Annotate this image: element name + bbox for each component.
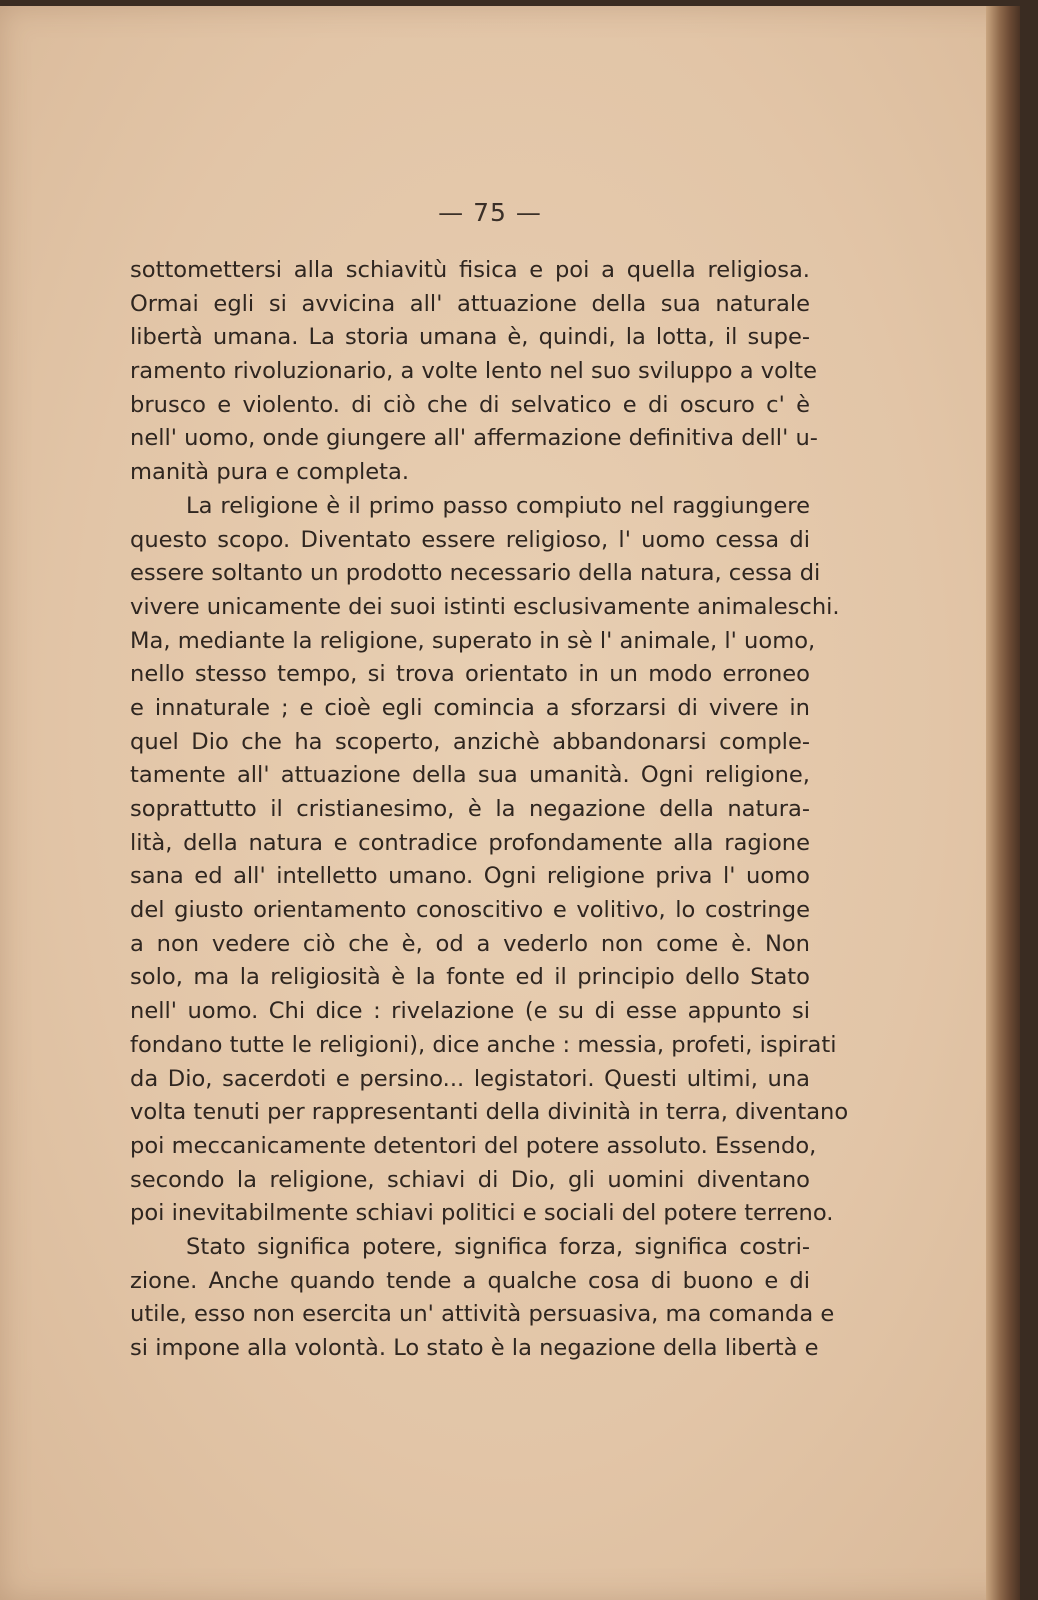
text-line: del giusto orientamento conoscitivo e volitivo, lo costringe [130,897,810,924]
text-line: secondo la religione, schiavi di Dio, gli uomini diventano [130,1166,810,1193]
text-line: fondano tutte le religioni), dice anche : messia, profeti, ispirati [130,1031,837,1058]
text-line: a non vedere ciò che è, od a vederlo non come è. Non [130,930,810,957]
text-line: lità, della natura e contradice profondamente alla ragione [130,829,810,856]
text-line: manità pura e completa. [130,459,410,486]
text-line: soprattutto il cristianesimo, è la negazione della natura- [130,796,810,822]
text-line: nello stesso tempo, si trova orientato in un modo erroneo [130,661,810,688]
text-line: libertà umana. La storia umana è, quindi, la lotta, il supe- [130,324,810,351]
text-line: da Dio, sacerdoti e persino... legistatori. Questi ultimi, una [130,1065,810,1092]
text-line: volta tenuti per rappresentanti della divinità in terra, diventano [130,1099,849,1126]
text-line: nell' uomo. Chi dice : rivelazione (e su di esse appunto si [130,998,810,1025]
text-line: Ma, mediante la religione, superato in sè l' animale, l' uomo, [130,627,816,654]
text-line: si impone alla volontà. Lo stato è la negazione della libertà e [130,1335,819,1361]
text-line: essere soltanto un prodotto necessario della natura, cessa di [130,560,821,587]
text-line: Ormai egli si avvicina all' attuazione della sua naturale [130,290,810,317]
body-text [130,254,849,1366]
text-line: sana ed all' intelletto umano. Ogni religione priva l' uomo [130,863,810,890]
page-number: — 75 — [438,198,542,227]
text-line: ramento rivoluzionario, a volte lento nel suo sviluppo a volte [130,358,818,385]
book-page [0,6,1020,1600]
text-line: zione. Anche quando tende a qualche cosa di buono e di [130,1267,810,1294]
text-line: quel Dio che ha scoperto, anzichè abbandonarsi comple- [130,728,810,755]
text-line: e innaturale ; e cioè egli comincia a sforzarsi di vivere in [130,694,810,721]
text-line: poi meccanicamente detentori del potere assoluto. Essendo, [130,1132,817,1159]
text-line: sottomettersi alla schiavitù fisica e poi a quella religiosa. [130,257,810,283]
page-edge [986,6,1020,1600]
text-line: poi inevitabilmente schiavi politici e sociali del potere terreno. [130,1200,834,1227]
text-line: La religione è il primo passo compiuto nel raggiungere [186,492,810,519]
text-line: vivere unicamente dei suoi istinti esclusivamente animaleschi. [130,593,840,620]
text-line: brusco e violento. di ciò che di selvatico e di oscuro c' è [130,391,810,418]
text-line: utile, esso non esercita un' attività persuasiva, ma comanda e [130,1301,835,1328]
text-line: solo, ma la religiosità è la fonte ed il principio dello Stato [130,964,810,991]
text-line: Stato significa potere, significa forza, significa costri- [186,1233,810,1260]
text-line: questo scopo. Diventato essere religioso, l' uomo cessa di [130,526,810,553]
text-line: nell' uomo, onde giungere all' affermazione definitiva dell' u- [130,425,818,452]
text-line: tamente all' attuazione della sua umanità. Ogni religione, [130,762,810,789]
